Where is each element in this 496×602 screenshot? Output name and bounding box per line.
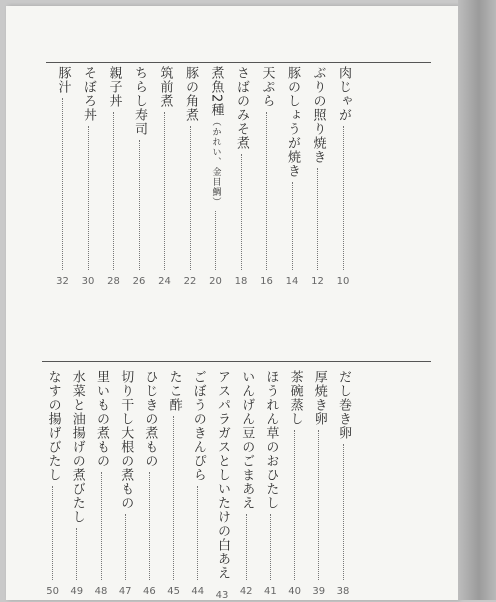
toc-entry [92,370,110,598]
toc-leader-dots [62,98,63,270]
toc-page-number: 24 [158,276,171,287]
toc-entry-title: ぶりの照り焼き [310,66,326,164]
toc-page-number: 28 [107,276,120,287]
toc-page-number: 42 [239,586,253,597]
toc-entry [207,66,225,288]
toc-leader-dots [113,112,114,270]
toc-entry-title: 筑前煮 [157,66,173,108]
toc-page-number: 38 [336,586,350,597]
toc-entry [261,370,279,598]
toc-entry [237,370,255,598]
toc-entry-title: 豚汁 [55,66,71,94]
toc-entry [310,370,328,598]
toc-page-number: 12 [311,276,324,287]
chapter1-toc [6,66,458,288]
toc-entry-title: ごぼうのきんぴら [190,370,206,482]
toc-entry-title: だし巻き卵 [336,370,351,440]
toc-entry [286,370,304,598]
toc-entry [165,370,183,598]
toc-entry [258,66,276,288]
toc-entry-title: 水菜と油揚げの煮びたし [69,370,85,524]
toc-leader-dots [270,514,271,580]
toc-entry-title: 豚のしょうが焼き [285,66,300,178]
toc-entry [283,66,301,288]
toc-page-number: 47 [118,586,132,597]
toc-page-number: 14 [285,276,299,287]
toc-leader-dots [76,528,77,580]
toc-entry [334,370,352,598]
toc-entry [68,370,86,598]
toc-entry [54,66,72,288]
toc-entry-title: 茶碗蒸し [287,370,303,426]
toc-leader-dots [52,486,53,580]
book-page [6,6,458,600]
toc-entry [140,370,158,598]
toc-entry [116,370,134,598]
toc-page-number: 50 [46,586,59,597]
toc-page-number: 49 [70,586,84,597]
toc-leader-dots [246,514,247,580]
toc-entry [181,66,199,288]
toc-page-number: 39 [312,586,326,597]
toc-entry [213,370,231,601]
toc-entry-title: たこ酢 [166,370,182,412]
toc-leader-dots [215,211,216,270]
toc-entry-title: 天ぷら [259,66,275,108]
toc-entry-title: ひじきの煮もの [142,370,158,468]
toc-leader-dots [190,126,191,270]
toc-entry-title: ちらし寿司 [132,66,147,136]
toc-entry [79,66,97,288]
toc-entry [44,370,62,598]
toc-entry-title: さばのみそ煮 [234,66,249,150]
toc-page-number: 26 [132,276,146,287]
toc-page-number: 22 [183,276,197,287]
toc-leader-dots [343,444,344,580]
toc-leader-dots [164,112,165,270]
toc-leader-dots [88,126,89,270]
toc-entry [156,66,174,288]
toc-page-number: 43 [215,590,229,601]
toc-entry-title: そぼろ丼 [81,66,96,122]
toc-page-number: 46 [143,586,156,597]
toc-entry-title: 里いもの煮もの [94,370,109,468]
toc-entry-title: 豚の角煮 [183,66,198,122]
toc-entry [334,66,352,288]
toc-entry-title: なすの揚げびたし [45,370,61,482]
toc-leader-dots [173,416,174,580]
toc-page-number: 45 [167,586,180,597]
toc-entry [189,370,207,598]
toc-leader-dots [318,430,319,580]
toc-leader-dots [101,472,102,580]
toc-entry-title: 肉じゃが [336,66,351,122]
toc-entry [130,66,148,288]
toc-leader-dots [266,112,267,270]
chapter2-toc [6,370,458,601]
toc-entry-title: アスパラガスとしいたけの白あえ [215,370,230,580]
toc-leader-dots [294,430,295,580]
toc-leader-dots [343,126,344,270]
toc-entry [309,66,327,288]
toc-leader-dots [317,168,318,270]
toc-page-number: 18 [234,276,248,287]
toc-entry-title: 切り干し大根の煮もの [118,370,134,510]
toc-leader-dots [125,514,126,580]
toc-page-number: 20 [209,276,222,287]
toc-leader-dots [241,154,242,270]
toc-page-number: 41 [264,586,277,597]
book-binding [458,0,496,600]
toc-page-number: 10 [336,276,350,287]
toc-entry [105,66,123,288]
toc-entry-title: 親子丼 [106,66,122,108]
toc-entry [232,66,250,288]
toc-entry-title: ほうれん草のおひたし [263,370,279,510]
toc-entry-title: 厚焼き卵 [311,370,327,426]
toc-page-number: 40 [288,586,301,597]
toc-page-number: 30 [81,276,95,287]
toc-page-number: 32 [56,276,69,287]
toc-page-number: 16 [260,276,273,287]
toc-page-number: 44 [191,586,205,597]
toc-entry-note: （かれい、金目鯛） [210,117,221,208]
toc-entry-title: いんげん豆のごまあえ [239,370,255,510]
toc-leader-dots [197,486,198,580]
toc-leader-dots [292,182,293,270]
toc-page-number: 48 [94,586,108,597]
toc-entry-title: 煮魚2種 [208,66,224,118]
toc-leader-dots [149,472,150,580]
toc-leader-dots [139,140,140,270]
